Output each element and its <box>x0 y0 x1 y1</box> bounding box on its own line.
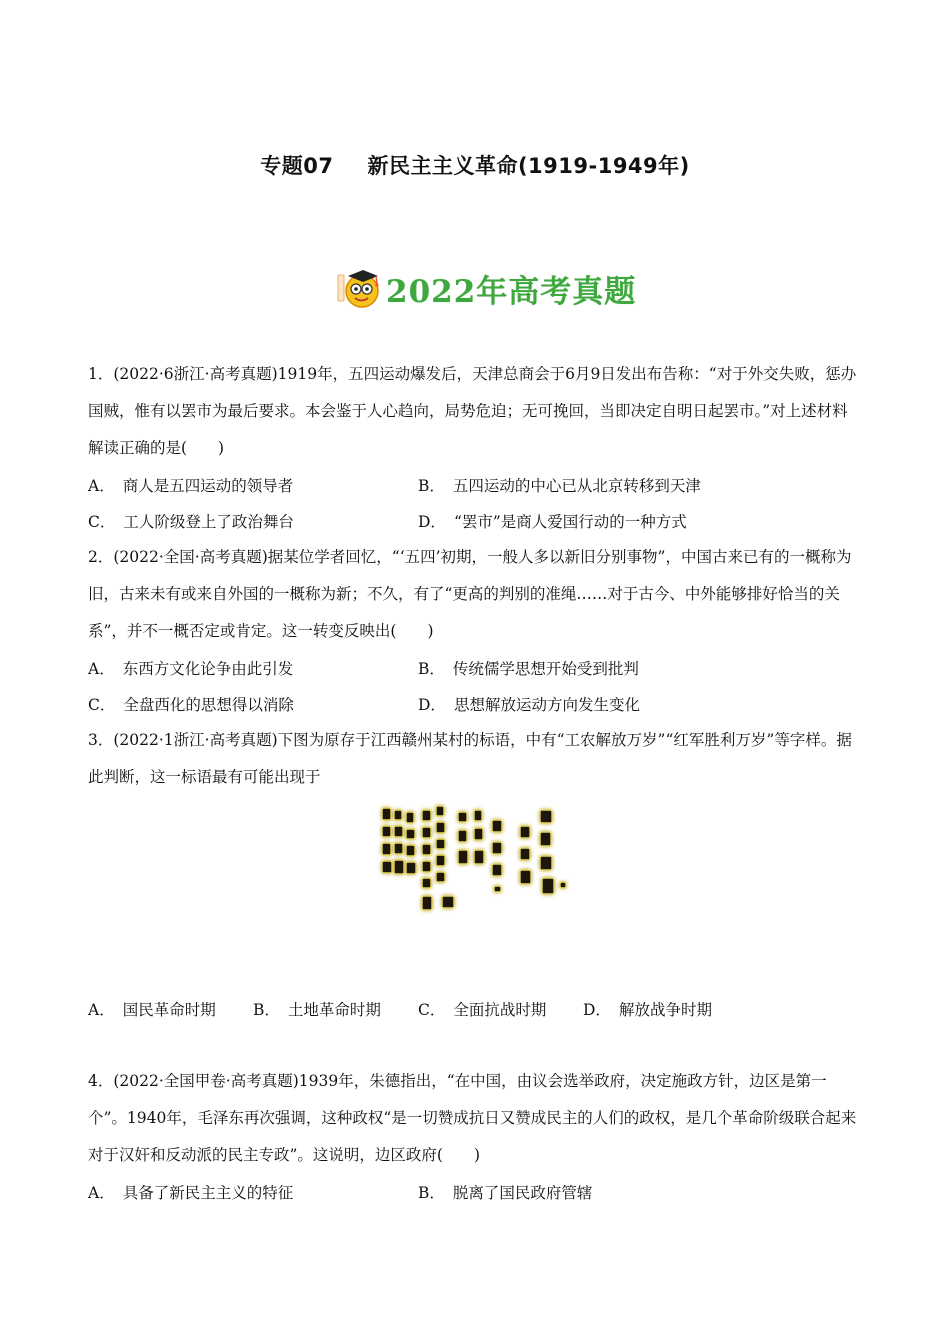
option-3a: A． 国民革命时期 <box>88 1001 216 1019</box>
option-3b: B． 土地革命时期 <box>253 1001 381 1019</box>
option-2d: D． 思想解放运动方向发生变化 <box>418 696 640 714</box>
question-3 <box>88 722 863 796</box>
question-number: 3． <box>88 731 114 749</box>
question-2 <box>88 539 863 650</box>
question-4 <box>88 1063 863 1174</box>
question-number: 4． <box>88 1072 114 1090</box>
option-1d: D． “罢市”是商人爱国行动的一种方式 <box>418 513 687 531</box>
question-1 <box>88 356 863 467</box>
title-prefix: 专题07 <box>260 154 334 178</box>
page-title <box>0 150 950 180</box>
option-2b: B． 传统儒学思想开始受到批判 <box>418 660 639 678</box>
scholar-cartoon-icon <box>336 265 382 311</box>
option-1b: B． 五四运动的中心已从北京转移到天津 <box>418 477 701 495</box>
option-3c: C． 全面抗战时期 <box>418 1001 547 1019</box>
option-2a: A． 东西方文化论争由此引发 <box>88 660 294 678</box>
question-text: (2022·全国甲卷·高考真题)1939年，朱德指出，“在中国，由议会选举政府，决定施政方针，边区是第一个”。1940年，毛泽东再次强调，这种政权“是一切赞成抗日又赞成民主的人们的政权，是几个革命阶级联合起来对于汉奸和反动派的民主专政”。这说明，边区政府( ) <box>88 1072 857 1164</box>
question-number: 2． <box>88 548 114 566</box>
option-4b: B． 脱离了国民政府管辖 <box>418 1184 593 1202</box>
question-text: (2022·6浙江·高考真题)1919年，五四运动爆发后，天津总商会于6月9日发出布告称：“对于外交失败，惩办国贼，惟有以罢市为最后要求。本会鉴于人心趋向，局势危迫；无可挽回，当即决定自明日起罢市。”对上述材料解读正确的是( ) <box>88 365 857 457</box>
option-1c: C． 工人阶级登上了政治舞台 <box>88 513 294 531</box>
question-number: 1． <box>88 365 114 383</box>
title-main: 新民主主义革命(1919-1949年) <box>367 154 690 178</box>
option-4a: A． 具备了新民主主义的特征 <box>88 1184 294 1202</box>
banner-title: 2022年高考真题 <box>386 273 637 310</box>
question-text: (2022·全国·高考真题)据某位学者回忆，“‘五四’初期，一般人多以新旧分别事物”，中国古来已有的一概称为旧，古来未有或来自外国的一概称为新；不久，有了“更高的判别的准绳……对于古今、中外能够排好恰当的关系”，并不一概否定或肯定。这一转变反映出( ) <box>88 548 852 640</box>
option-1a: A． 商人是五四运动的领导者 <box>88 477 294 495</box>
calligraphy-slogan-image <box>370 798 576 922</box>
option-3d: D． 解放战争时期 <box>583 1001 712 1019</box>
section-banner <box>336 262 636 314</box>
option-2c: C． 全盘西化的思想得以消除 <box>88 696 294 714</box>
question-text: (2022·1浙江·高考真题)下图为原存于江西赣州某村的标语，中有“工农解放万岁”“红军胜利万岁”等字样。据此判断，这一标语最有可能出现于 <box>88 731 852 786</box>
